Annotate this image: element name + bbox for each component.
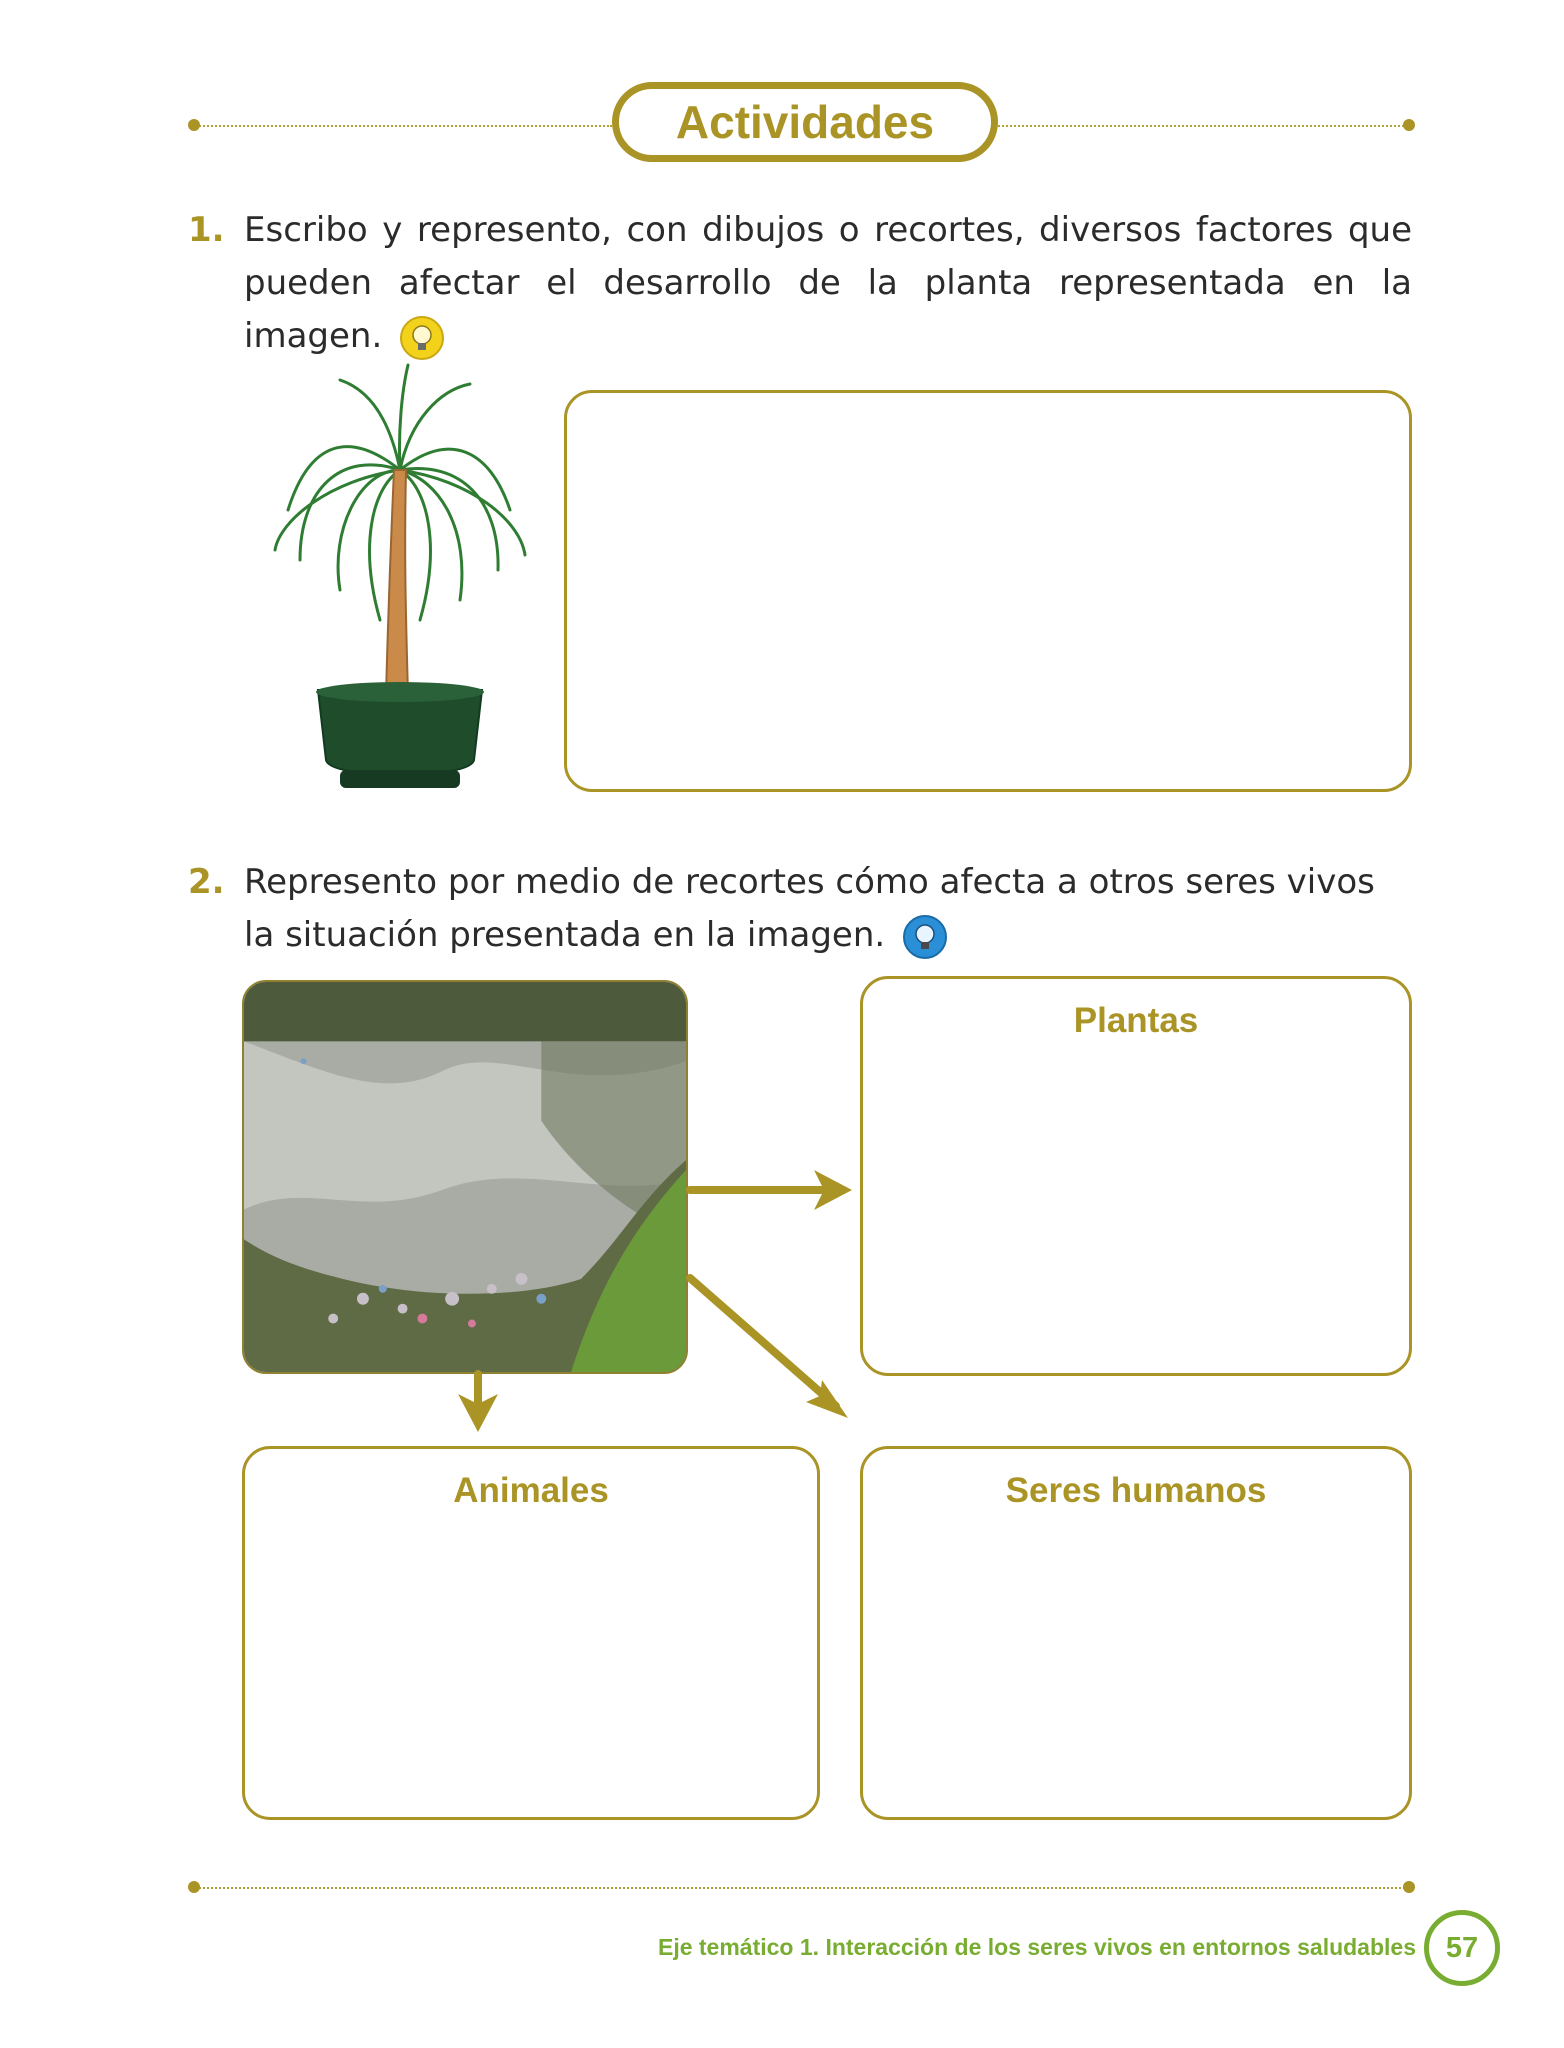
- activity-1-answer-box[interactable]: [564, 390, 1412, 792]
- polluted-water-photo: [242, 980, 688, 1374]
- header-rule-dot-right: [1403, 119, 1415, 131]
- humans-box[interactable]: [860, 1446, 1412, 1820]
- activity-1-instruction: [244, 204, 1412, 363]
- arrow-to-humans: [690, 1278, 836, 1406]
- footer-rule-dot-left: [188, 1881, 200, 1893]
- activity-2-number: 2.: [188, 862, 225, 902]
- header-rule-dot-left: [188, 119, 200, 131]
- activity-1: [188, 204, 1412, 364]
- plants-box-title: Plantas: [1073, 1001, 1199, 1040]
- page-number: 57: [1424, 1910, 1500, 1986]
- animals-box[interactable]: [242, 1446, 820, 1820]
- activity-2-text: Represento por medio de recortes cómo afecta a otros seres vivos la situación presentada en la imagen.: [244, 862, 1375, 955]
- plants-box[interactable]: [860, 976, 1412, 1376]
- animals-box-title: Animales: [453, 1471, 609, 1510]
- activity-1-text: Escribo y represento, con dibujos o recortes, diversos factores que pueden afectar el desarrollo de la planta representada en la imagen.: [244, 210, 1412, 356]
- lightbulb-blue-icon: [902, 914, 948, 960]
- footer-rule-dot-right: [1403, 1881, 1415, 1893]
- header-rule-right: [998, 125, 1408, 127]
- activity-1-number: 1.: [188, 210, 225, 250]
- footer-rule: [196, 1887, 1408, 1889]
- footer-text: Eje temático 1. Interacción de los seres vivos en entornos saludables: [657, 1934, 1416, 1960]
- activity-2-instruction: [244, 856, 1412, 962]
- humans-box-title: Seres humanos: [1005, 1471, 1267, 1510]
- section-title: Actividades: [612, 82, 998, 162]
- potted-palm-illustration: [270, 360, 530, 806]
- header-rule-left: [196, 125, 612, 127]
- lightbulb-yellow-icon: [399, 315, 445, 361]
- activity-2: [188, 856, 1412, 966]
